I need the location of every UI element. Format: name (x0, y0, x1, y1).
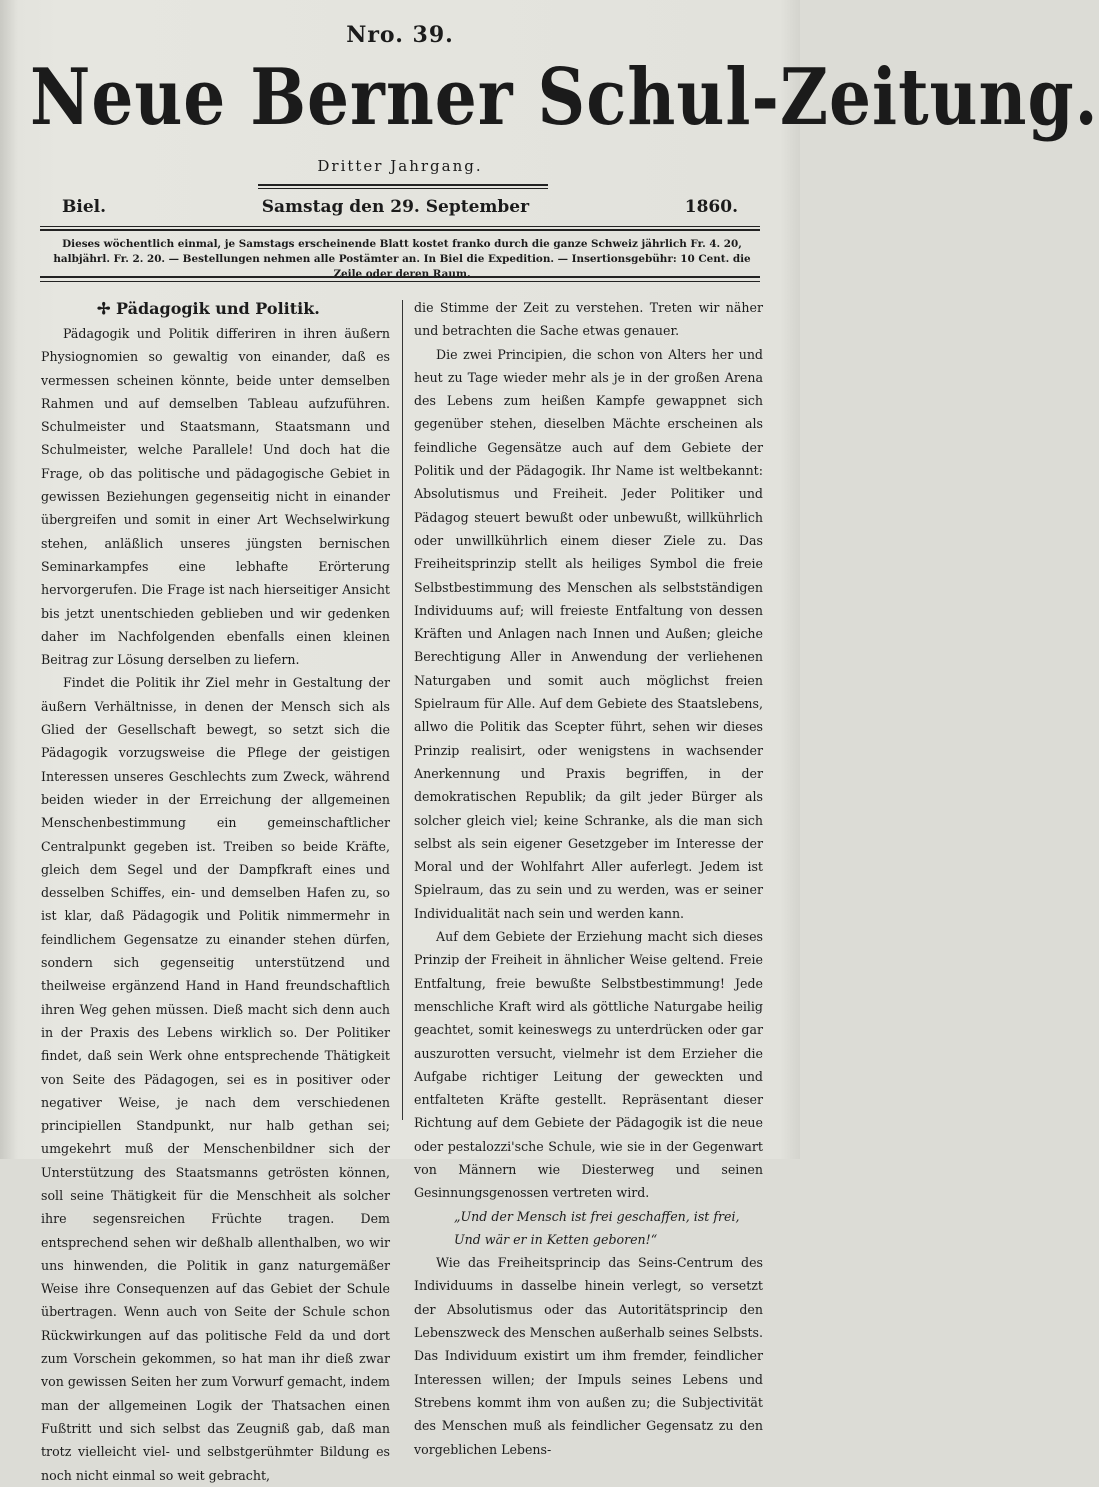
article-paragraph: Pädagogik und Politik differiren in ihren äußern Physiognomien so gewaltig von einander, daß es vermessen scheinen könnte, beide unter demselben Rahmen und auf demselben Tableau aufzuführen. Schulmeister und Staatsmann, Staatsmann und Schulmeister, welche Parallele! Und doch hat die Frage, ob das politische und pädagogische Gebiet in gewissen Beziehungen gegenseitig nicht in einander übergreifen und somit in einer Art Wechselwirkung stehen, anläßlich unseres jüngsten bernischen Seminarkampfes eine lebhafte Erörterung hervorgerufen. Die Frage ist nach hierseitiger Ansicht bis jetzt unentschieden geblieben und wir gedenken daher im Nachfolgenden ebenfalls einen kleinen Beitrag zur Lösung derselben zu liefern. (41, 326, 390, 668)
volume-subtitle: Dritter Jahrgang. (317, 157, 483, 175)
dateline-date: Samstag den 29. September (261, 197, 530, 217)
rule (258, 188, 548, 189)
article-paragraph: Die zwei Principien, die schon von Alters her und heut zu Tage wieder mehr als je in der großen Arena des Lebens zum heißen Kampfe gewappnet sich gegenüber stehen, dieselben Mächte erscheinen als feindliche Gegensätze auch auf dem Gebiete der Politik und der Pädagogik. Ihr Name ist weltbekannt: Absolutismus und Freiheit. Jeder Politiker und Pädagog steuert bewußt oder unbewußt, willkührlich oder unwillkührlich einem dieser Ziele zu. Das Freiheitsprinzip stellt als heiliges Symbol die freie Selbstbestimmung des Menschen als selbstständigen Individuums auf; will freieste Entfaltung von dessen Kräften und Anlagen nach Innen und Außen; gleiche Berechtigung Aller in Anwendung der verliehenen Naturgaben und somit auch möglichst freien Spielraum für Alle. Auf dem Gebiete des Staatslebens, allwo die Politik das Scepter führt, sehen wir dieses Prinzip realisirt, oder wenigstens in wachsender Anerkennung und Praxis begriffen, in der demokratischen Republik; da gilt jeder Bürger als solcher gleich viel; keine Schranke, als die man sich selbst als sein eigener Gesetzgeber im Interesse der Moral und der Wohlfahrt Aller auferlegt. Jedem ist Spielraum, das zu sein und zu werden, was er seiner Individualität nach sein und werden kann. (414, 346, 763, 921)
rule (40, 276, 760, 278)
column-divider (402, 300, 403, 1120)
article-paragraph: Wie das Freiheitsprincip das Seins-Centrum des Individuums in dasselbe hinein verlegt, so versetzt der Absolutismus oder das Autoritätsprincip den Lebenszweck des Menschen außerhalb seines Selbsts. Das Individuum existirt um ihm fremder, feindlicher Interessen willen; der Impuls seines Lebens und Strebens kommt ihm von außen zu; die Subjectivität des Menschen muß als feindlicher Gegensatz zu den vorgeblichen Lebens- (414, 1255, 763, 1457)
column-right (414, 296, 763, 1461)
article-paragraph: Findet die Politik ihr Ziel mehr in Gestaltung der äußern Verhältnisse, in denen der Mensch sich als Glied der Gesellschaft bewegt, so setzt sich die Pädagogik vorzugsweise die Pflege der geistigen Interessen unseres Geschlechts zum Zweck, während beiden wieder in der Erreichung der allgemeinen Menschenbestimmung ein gemeinschaftlicher Centralpunkt gegeben ist. Treiben so beide Kräfte, gleich dem Segel und der Dampfkraft eines und desselben Schiffes, ein- und demselben Hafen zu, so ist klar, daß Pädagogik und Politik nimmermehr in feindlichem Gegensatze zu einander stehen dürfen, sondern sich gegenseitig unterstützend und theilweise ergänzend Hand in Hand freundschaftlich ihren Weg gehen müssen. Dieß macht sich denn auch in der Praxis des Lebens wirklich so. Der Politiker findet, daß sein Werk ohne entsprechende Thätigkeit von Seite des Pädagogen, sei es in positiver oder negativer Weise, je nach dem verschiedenen principiellen Standpunkt, nur halb gethan sei; umgekehrt muß der Menschenbildner sich der Unterstützung des Staatsmanns getrösten können, soll seine Thätigkeit für die Menschheit als solcher ihre segensreichen Früchte tragen. Dem entsprechend sehen wir deßhalb allenthalben, wo wir uns hinwenden, die Politik in ganz naturgemäßer Weise ihre Consequenzen auf das Gebiet der Schule übertragen. Wenn auch von Seite der Schule schon Rückwirkungen auf das politische Feld da und dort zum Vorschein gekommen, so hat man ihr dieß zwar von gewissen Seiten her zum Vorwurf gemacht, indem man der allgemeinen Logik der Thatsachen einen Fußtritt und sich selbst das Zeugniß gab, daß man trotz vielleicht viel- und selbstgerühmter Bildung es noch nicht einmal so weit gebracht, (41, 675, 390, 1483)
rule (40, 229, 760, 231)
rule (40, 281, 760, 282)
issue-number: Nro. 39. (346, 22, 454, 48)
subscription-notice: Dieses wöchentlich einmal, je Samstags erscheinende Blatt kostet franko durch die ganze Schweiz jährlich Fr. 4. 20, halbjährl. Fr. 2. 20. — Bestellungen nehmen alle Postämter an. In Biel die Expedition. — Insertionsgebühr: 10 Cent. die Zeile oder deren Raum. (53, 238, 751, 280)
quote-line: Und wär er in Ketten geboren!“ (454, 1231, 658, 1247)
dateline (62, 197, 738, 217)
article-heading: ✢ Pädagogik und Politik. (97, 299, 320, 318)
dateline-year: 1860. (684, 197, 738, 217)
quote-line: „Und der Mensch ist frei geschaffen, ist frei, (454, 1208, 740, 1224)
article-paragraph: die Stimme der Zeit zu verstehen. Treten wir näher und betrachten die Sache etwas genauer. (414, 300, 763, 339)
column-left (41, 296, 390, 1487)
rule (258, 184, 548, 186)
rule (40, 226, 760, 227)
masthead-title: Neue Berner Schul-Zeitung. (30, 50, 1099, 144)
poem-quote (414, 1205, 763, 1252)
dateline-place: Biel. (62, 197, 107, 217)
article-paragraph: Auf dem Gebiete der Erziehung macht sich dieses Prinzip der Freiheit in ähnlicher Weise geltend. Freie Entfaltung, freie bewußte Selbstbestimmung! Jede menschliche Kraft wird als göttliche Naturgabe heilig geachtet, somit keineswegs zu unterdrücken oder gar auszurotten versucht, vielmehr ist dem Erzieher die Aufgabe richtiger Leitung der geweckten und entfalteten Kräfte gestellt. Repräsentant dieser Richtung auf dem Gebiete der Pädagogik ist die neue oder pestalozzi'sche Schule, wie sie in der Gegenwart von Männern wie Diesterweg und seinen Gesinnungsgenossen vertreten wird. (414, 929, 763, 1201)
